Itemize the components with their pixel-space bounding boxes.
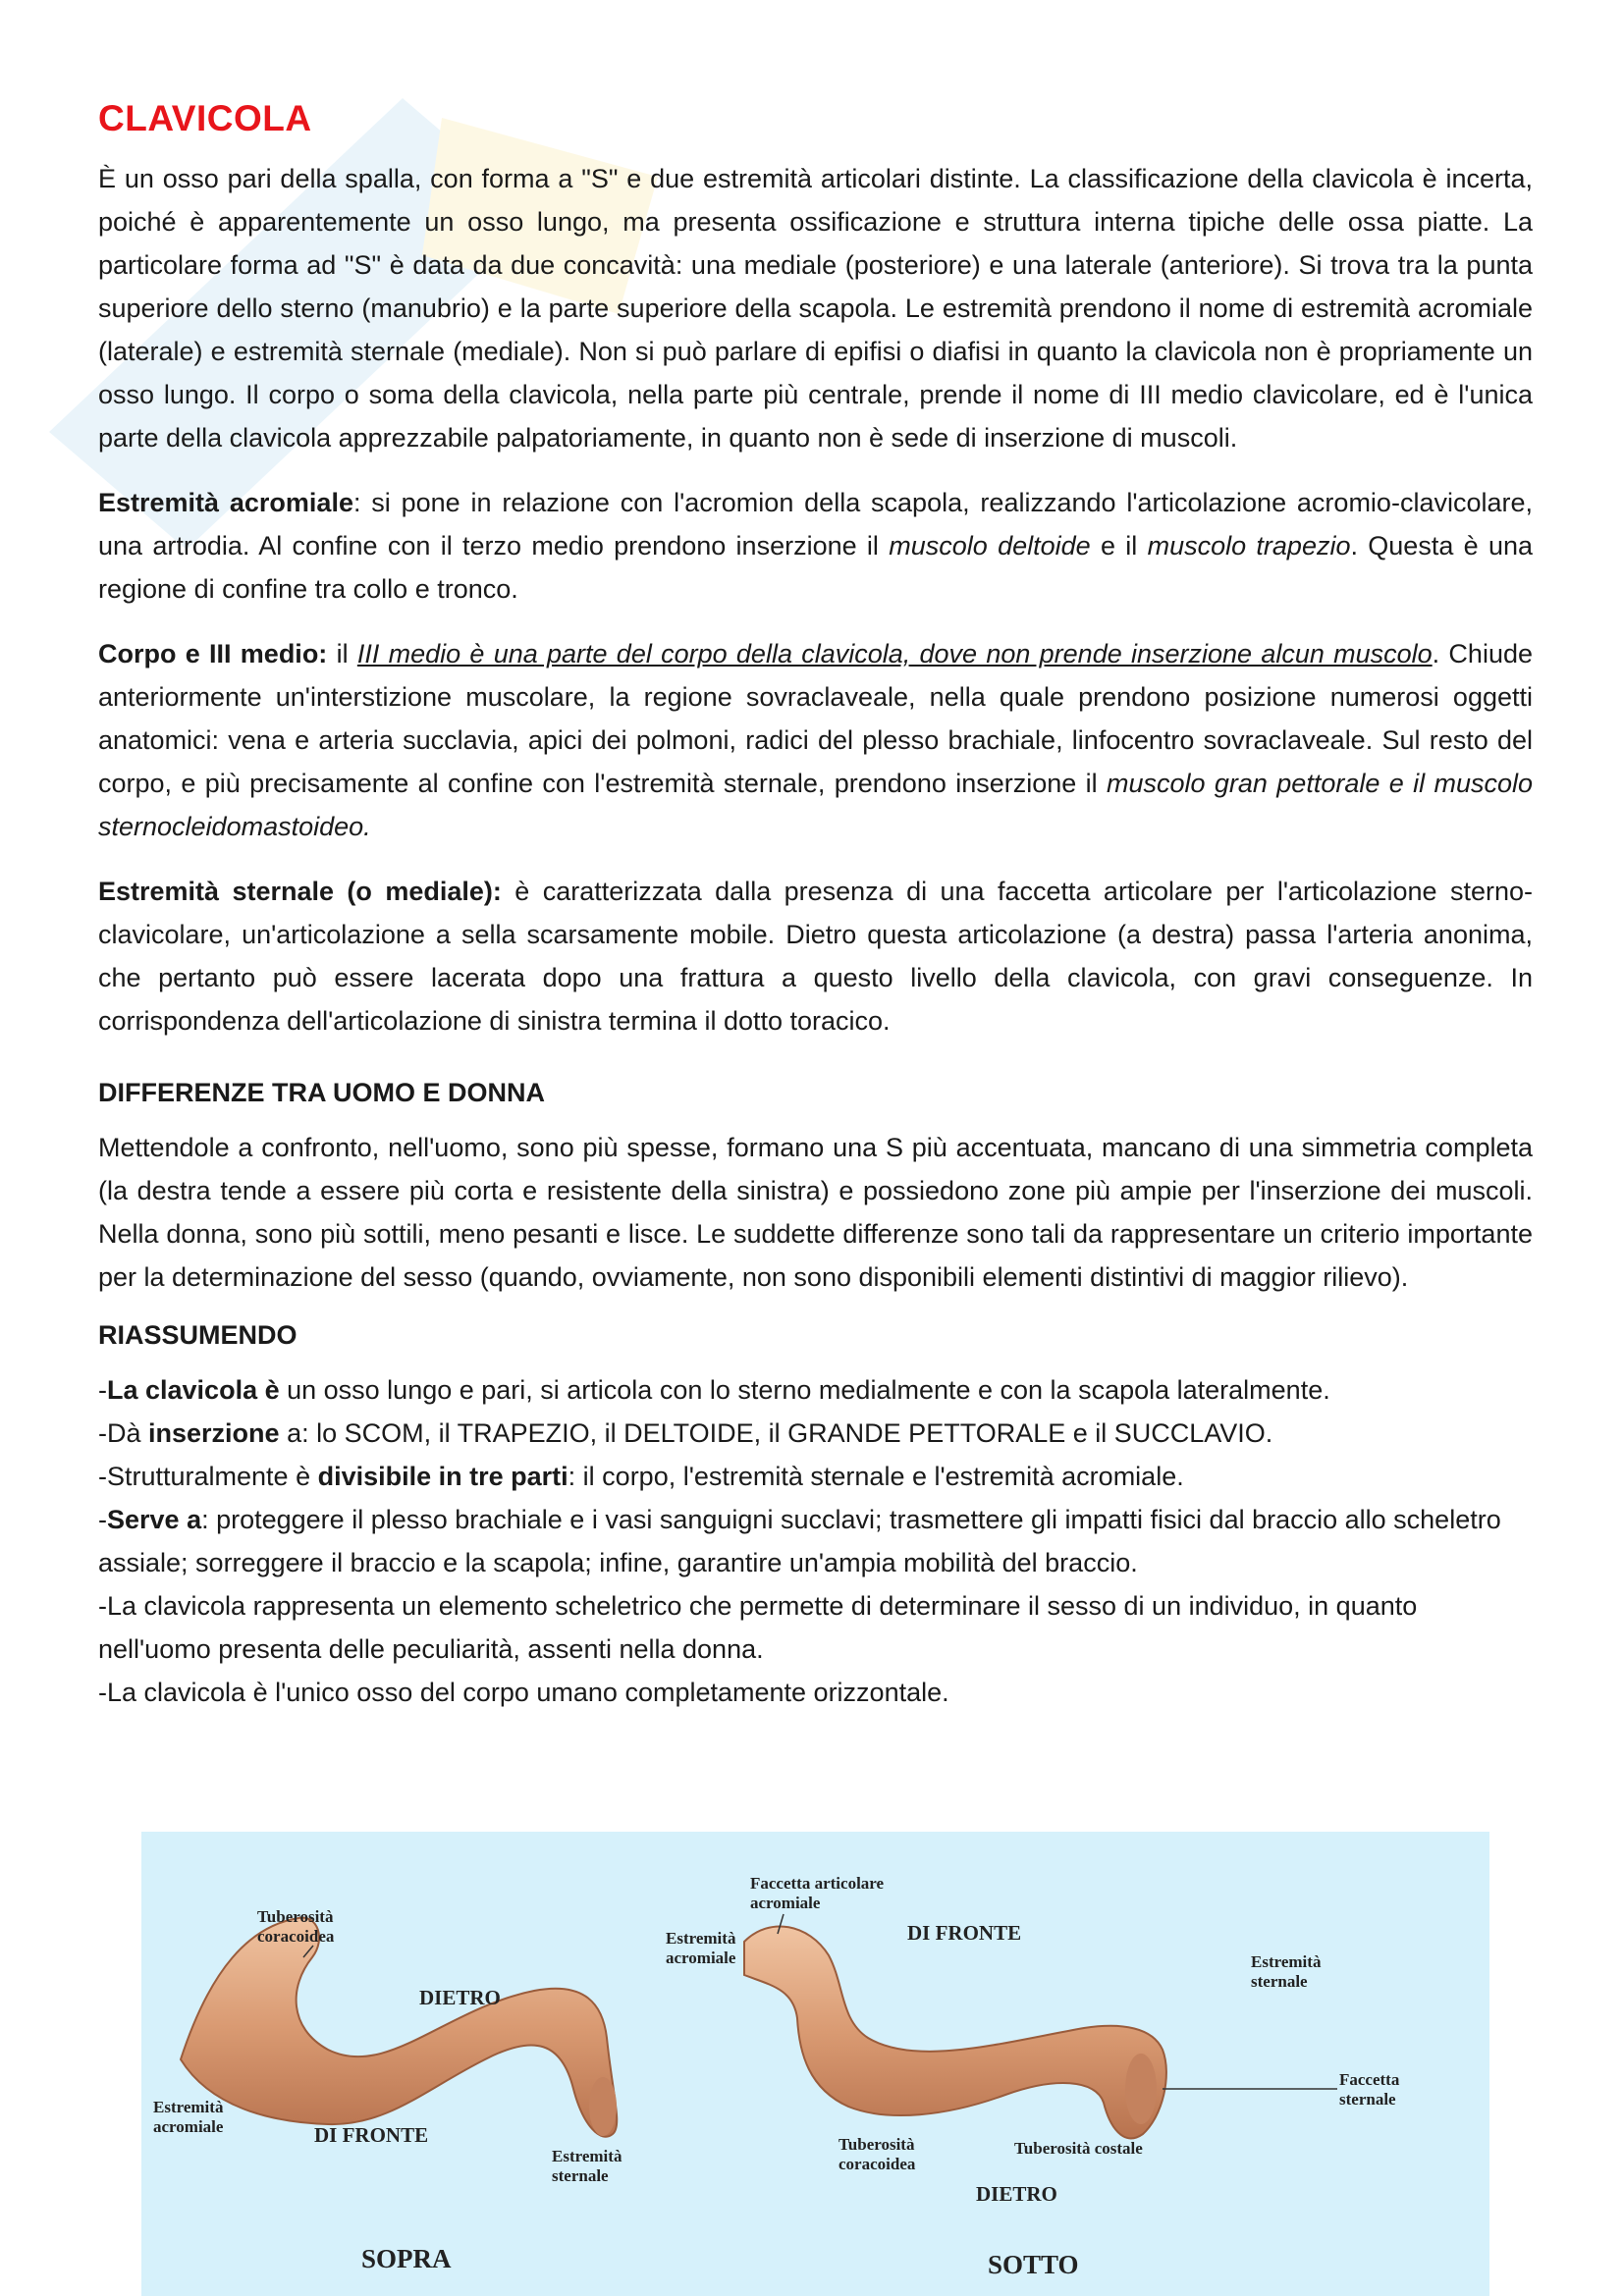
acromiale-label: Estremità acromiale — [98, 488, 353, 517]
differenze-heading: DIFFERENZE TRA UOMO E DONNA — [98, 1078, 545, 1107]
sternale-paragraph: Estremità sternale (o mediale): è caratterizzata dalla presenza di una faccetta articolare per l'articolazione sterno-clavicolare, un'articolazione a sella scarsamente mobile. Dietro questa articolazione (a destra) passa l'arteria anonima, che pertanto può essere lacerata dopo una frattura a questo livello della clavicola, con gravi conseguenze. In corrispondenza dell'articolazione di sinistra termina il dotto toracico. — [98, 877, 1533, 1036]
summary-line: -La clavicola rappresenta un elemento scheletrico che permette di determinare il sesso di un individuo, in quanto nell'uomo presenta delle peculiarità, assenti nella donna. — [98, 1591, 1418, 1664]
svg-text:DIETRO: DIETRO — [976, 2182, 1057, 2206]
svg-text:SOPRA: SOPRA — [361, 2244, 452, 2273]
svg-text:DI FRONTE: DI FRONTE — [907, 1921, 1022, 1945]
intro-paragraph: È un osso pari della spalla, con forma a "S" e due estremità articolari distinte. La classificazione della clavicola è incerta, poiché è apparentemente un osso lungo, ma presenta ossificazione e struttura interna tipiche delle ossa piatte. La particolare forma ad "S" è data da due concavità: una mediale (posteriore) e una laterale (anteriore). Si trova tra la punta superiore dello sterno (manubrio) e la parte superiore della scapola. Le estremità prendono il nome di estremità acromiale (laterale) e estremità sternale (mediale). Non si può parlare di epifisi o diafisi in quanto la clavicola non è propriamente un osso lungo. Il corpo o soma della clavicola, nella parte più centrale, prende il nome di III medio clavicolare, ed è l'unica parte della clavicola apprezzabile palpatoriamente, in quanto non è sede di inserzione di muscoli. — [98, 164, 1533, 453]
acromiale-paragraph: Estremità acromiale: si pone in relazione con l'acromion della scapola, realizzando l'articolazione acromio-clavicolare, una artrodia. Al confine con il terzo medio prendono inserzione il muscolo deltoide e il muscolo trapezio. Questa è una regione di confine tra collo e tronco. — [98, 488, 1533, 604]
svg-text:acromiale: acromiale — [666, 1949, 736, 1967]
corpo-paragraph: Corpo e III medio: il III medio è una parte del corpo della clavicola, dove non prende inserzione alcun muscolo. Chiude anteriormente un'interstizione muscolare, la regione sovraclaveale, nella quale prendono posizione numerosi oggetti anatomici: vena e arteria succlavia, apici dei polmoni, radici del plesso brachiale, linfocentro sovraclaveale. Sul resto del corpo, e più precisamente al confine con l'estremità sternale, prendono inserzione il muscolo gran pettorale e il muscolo sternocleidomastoideo. — [98, 639, 1533, 841]
svg-text:Estremità: Estremità — [1251, 1952, 1322, 1971]
summary-line: -La clavicola è l'unico osso del corpo umano completamente orizzontale. — [98, 1678, 949, 1707]
svg-text:Faccetta articolare: Faccetta articolare — [750, 1874, 885, 1893]
clavicle-top-view — [181, 1918, 617, 2137]
svg-text:DIETRO: DIETRO — [419, 1986, 501, 2009]
svg-text:Estremità: Estremità — [552, 2147, 622, 2165]
svg-text:Faccetta: Faccetta — [1339, 2070, 1400, 2089]
svg-text:sternale: sternale — [1339, 2090, 1396, 2109]
riassumendo-heading: RIASSUMENDO — [98, 1320, 298, 1350]
svg-text:sternale: sternale — [552, 2166, 609, 2185]
svg-text:Tuberosità: Tuberosità — [257, 1907, 334, 1926]
summary-line: -La clavicola è un osso lungo e pari, si articola con lo sterno medialmente e con la scapola lateralmente. — [98, 1375, 1330, 1405]
svg-text:coracoidea: coracoidea — [839, 2155, 916, 2173]
document-page — [98, 98, 1533, 1714]
sternale-label: Estremità sternale (o mediale): — [98, 877, 502, 906]
summary-line: -Strutturalmente è divisibile in tre parti: il corpo, l'estremità sternale e l'estremità acromiale. — [98, 1462, 1184, 1491]
svg-text:acromiale: acromiale — [153, 2117, 224, 2136]
page-title: CLAVICOLA — [98, 98, 312, 138]
clavicle-illustration — [141, 1832, 1489, 2296]
clavicle-bottom-view — [744, 1926, 1166, 2138]
differenze-paragraph: Mettendole a confronto, nell'uomo, sono più spesse, formano una S più accentuata, mancano di una simmetria completa (la destra tende a essere più corta e resistente della sinistra) e possiedono zone più ampie per l'inserzione dei muscoli. Nella donna, sono più sottili, meno pesanti e lisce. Le suddette differenze sono tali da rappresentare un criterio importante per la determinazione del sesso (quando, ovviamente, non sono disponibili elementi distintivi di maggior rilievo). — [98, 1133, 1533, 1292]
svg-text:coracoidea: coracoidea — [257, 1927, 335, 1946]
svg-text:acromiale: acromiale — [750, 1894, 821, 1912]
svg-text:Estremità: Estremità — [153, 2098, 224, 2116]
svg-text:sternale: sternale — [1251, 1972, 1308, 1991]
corpo-label: Corpo e III medio: — [98, 639, 328, 668]
svg-text:Estremità: Estremità — [666, 1929, 736, 1948]
svg-text:Tuberosità costale: Tuberosità costale — [1014, 2139, 1143, 2158]
svg-text:SOTTO: SOTTO — [988, 2250, 1079, 2279]
clavicle-figure — [141, 1832, 1489, 2296]
summary-line: -Dà inserzione a: lo SCOM, il TRAPEZIO, il DELTOIDE, il GRANDE PETTORALE e il SUCCLAVIO. — [98, 1418, 1273, 1448]
svg-text:DI FRONTE: DI FRONTE — [314, 2123, 429, 2147]
summary-line: -Serve a: proteggere il plesso brachiale e i vasi sanguigni succlavi; trasmettere gli impatti fisici dal braccio allo scheletro assiale; sorreggere il braccio e la scapola; infine, garantire un'ampia mobilità del braccio. — [98, 1505, 1501, 1577]
svg-text:Tuberosità: Tuberosità — [839, 2135, 915, 2154]
